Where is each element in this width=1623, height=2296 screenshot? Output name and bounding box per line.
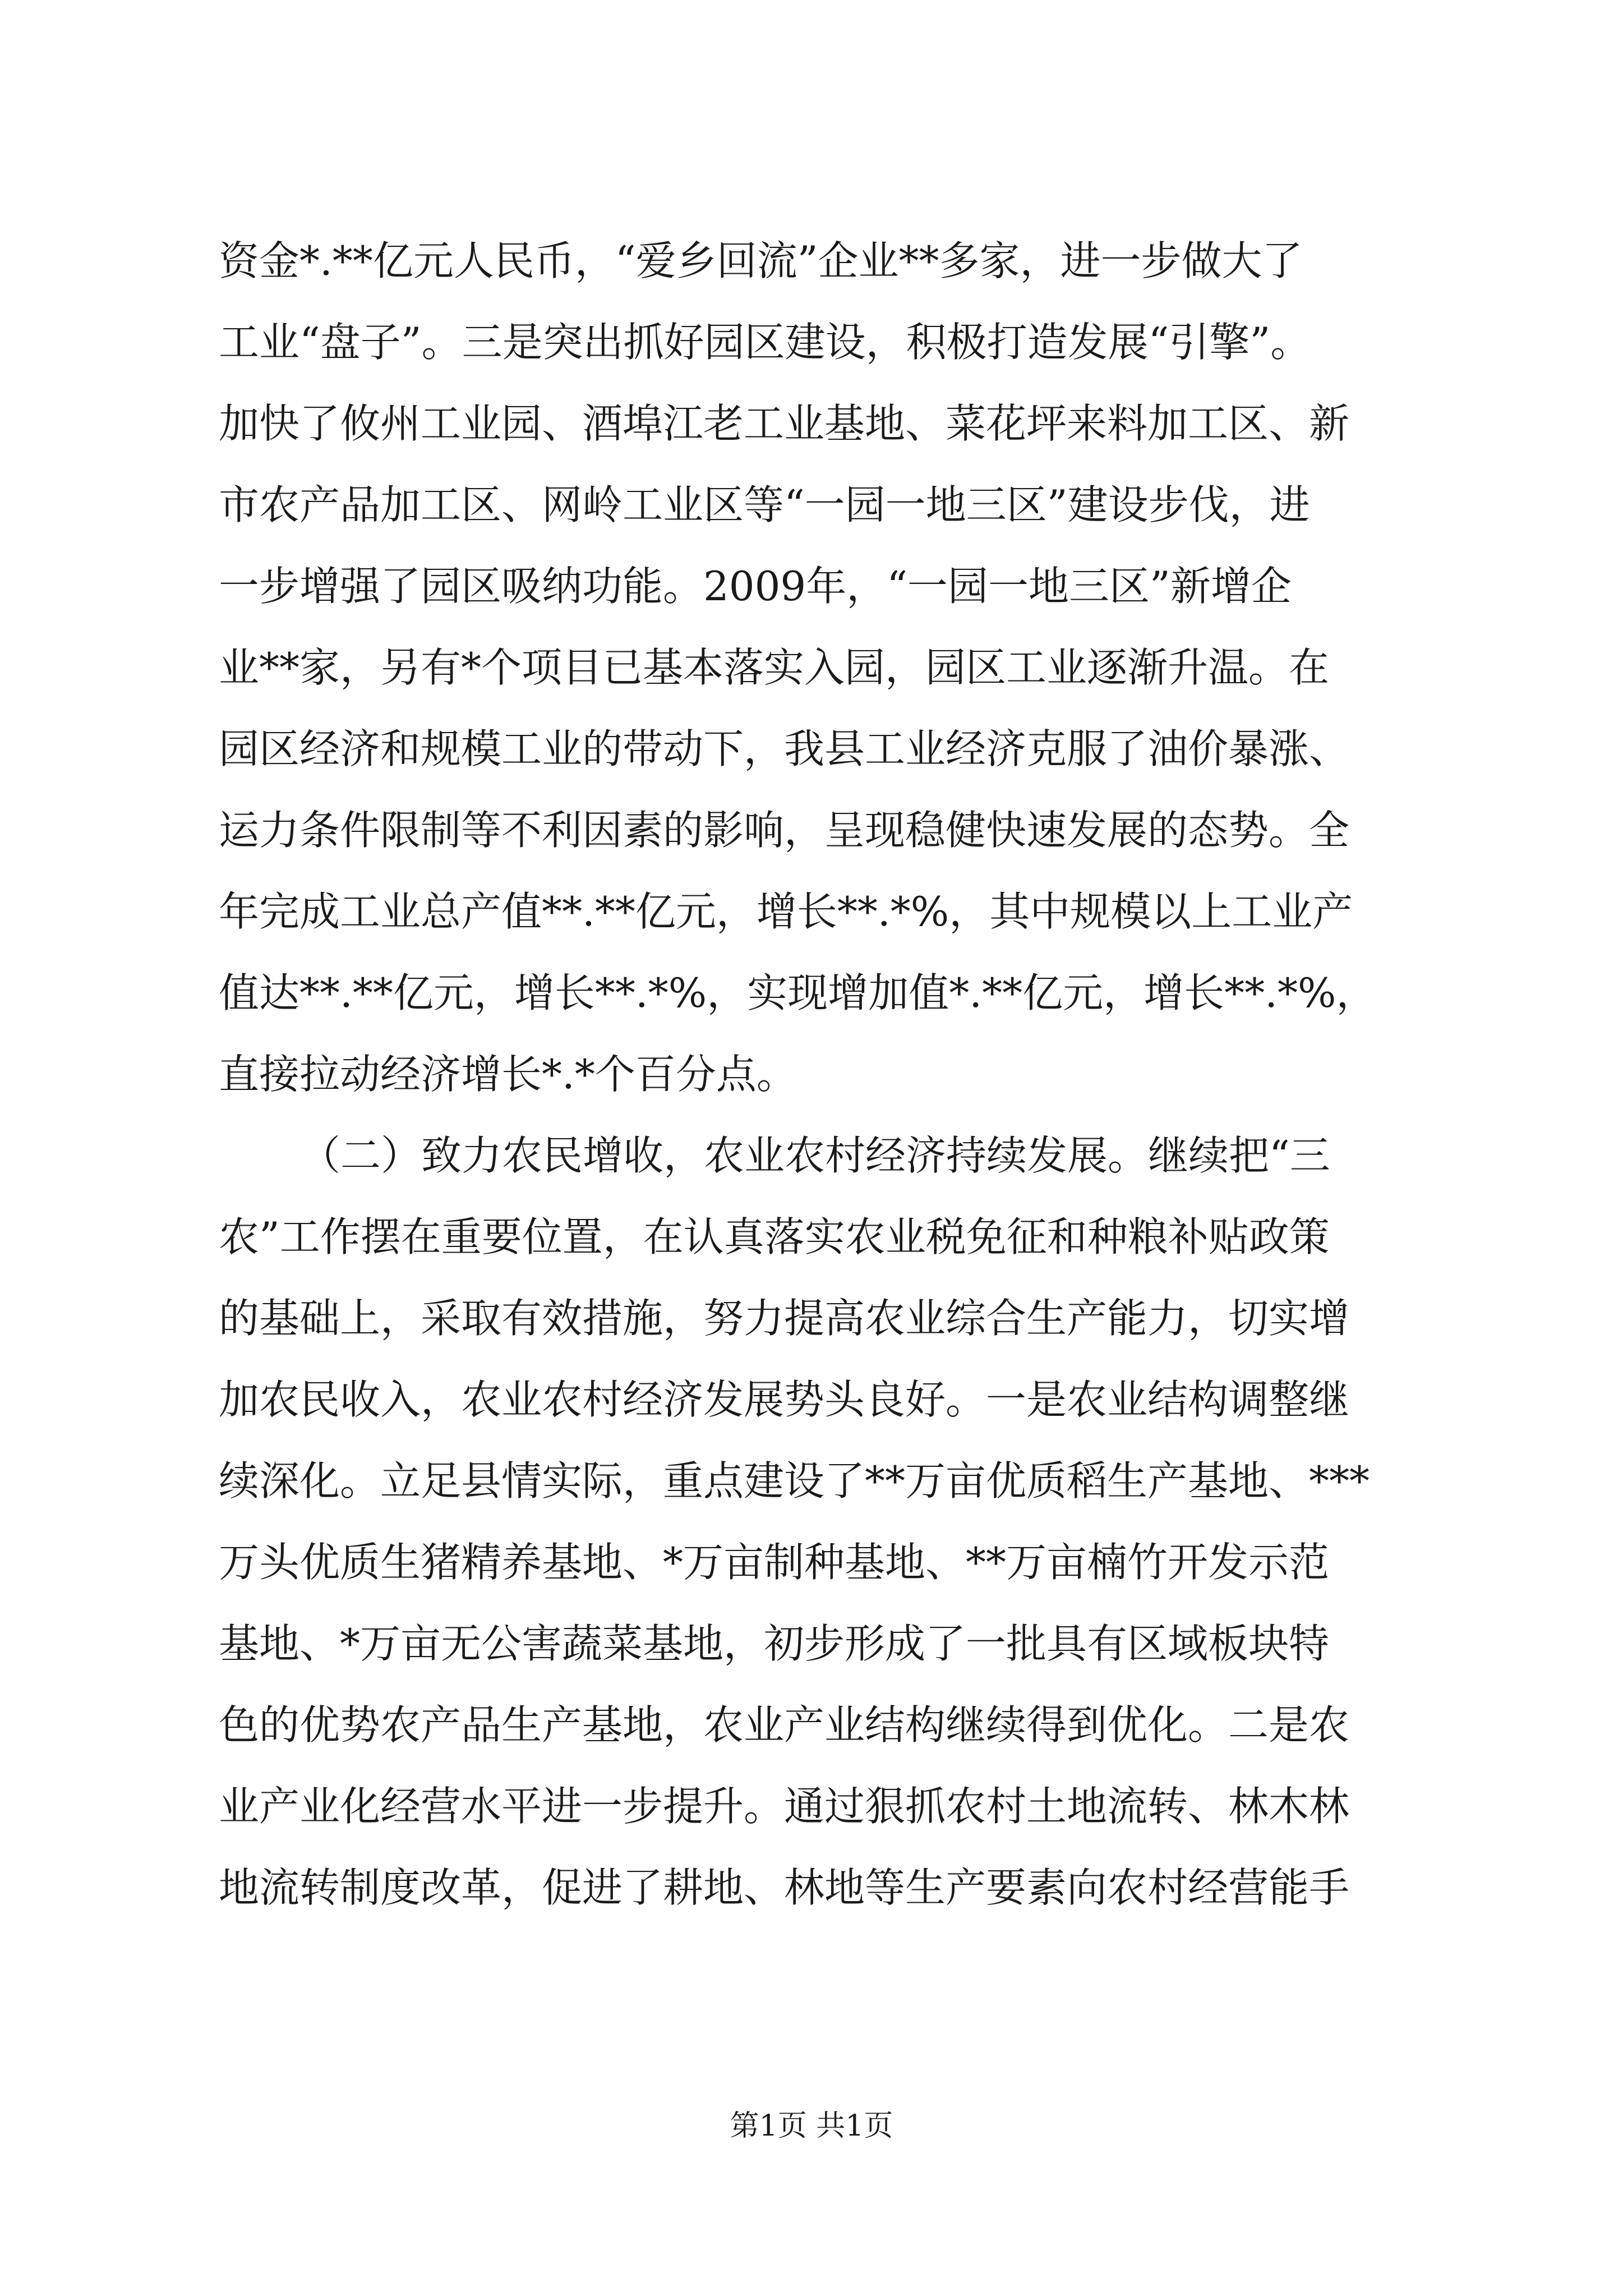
paragraph-2-line — [0, 1857, 1623, 1918]
text-line: 业**家，另有*个项目已基本落实入园，园区工业逐渐升温。在 — [219, 644, 1330, 691]
text-line: 工业“盘子”。三是突出抓好园区建设，积极打造发展“引擎”。 — [219, 319, 1311, 366]
paragraph-1-line — [0, 962, 1623, 1024]
paragraph-1-line — [0, 1043, 1623, 1105]
paragraph-1-line — [0, 474, 1623, 536]
text-line: 加农民收入，农业农村经济发展势头良好。一是农业结构调整继 — [219, 1376, 1350, 1423]
paragraph-2-line — [0, 1369, 1623, 1430]
paragraph-2-line — [0, 1287, 1623, 1349]
paragraph-2-line — [0, 1125, 1623, 1186]
paragraph-1-line — [0, 637, 1623, 698]
text-line: 运力条件限制等不利因素的影响，呈现稳健快速发展的态势。全 — [219, 807, 1350, 854]
text-line: 续深化。立足县情实际，重点建设了**万亩优质稻生产基地、*** — [219, 1457, 1370, 1504]
paragraph-1-line — [0, 230, 1623, 292]
text-line: 农”工作摆在重要位置，在认真落实农业税免征和种粮补贴政策 — [219, 1213, 1330, 1260]
paragraph-1-line — [0, 799, 1623, 861]
paragraph-1-line — [0, 311, 1623, 373]
text-line: 万头优质生猪精养基地、*万亩制种基地、**万亩楠竹开发示范 — [219, 1539, 1330, 1586]
paragraph-1-line — [0, 718, 1623, 780]
paragraph-2-line — [0, 1450, 1623, 1512]
paragraph-2-line — [0, 1694, 1623, 1756]
text-line: 年完成工业总产值**.**亿元，增长**.*%，其中规模以上工业产 — [219, 888, 1353, 935]
paragraph-2-line — [0, 1206, 1623, 1268]
text-line: 市农产品加工区、网岭工业区等“一园一地三区”建设步伐，进 — [219, 481, 1310, 528]
text-line: （二）致力农民增收，农业农村经济持续发展。继续把“三 — [300, 1132, 1330, 1179]
paragraph-1-line — [0, 881, 1623, 942]
paragraph-2-line — [0, 1531, 1623, 1593]
text-line: 直接拉动经济增长*.*个百分点。 — [219, 1051, 797, 1098]
paragraph-2-line — [0, 1775, 1623, 1837]
text-line: 加快了攸州工业园、酒埠江老工业基地、菜花坪来料加工区、新 — [219, 400, 1350, 447]
text-line: 地流转制度改革，促进了耕地、林地等生产要素向农村经营能手 — [219, 1864, 1350, 1911]
text-line: 基地、*万亩无公害蔬菜基地，初步形成了一批具有区域板块特 — [219, 1620, 1330, 1667]
text-line: 业产业化经营水平进一步提升。通过狠抓农村土地流转、林木林 — [219, 1783, 1350, 1830]
text-line: 色的优势农产品生产基地，农业产业结构继续得到优化。二是农 — [219, 1701, 1350, 1749]
text-line: 资金*.**亿元人民币，“爱乡回流”企业**多家，进一步做大了 — [219, 237, 1303, 284]
text-line: 一步增强了园区吸纳功能。2009年，“一园一地三区”新增企 — [219, 563, 1292, 610]
paragraph-1-line — [0, 393, 1623, 454]
page-footer — [0, 2104, 1623, 2148]
text-line: 值达**.**亿元，增长**.*%，实现增加值*.**亿元，增长**.*%， — [219, 969, 1377, 1016]
paragraph-2-line — [0, 1613, 1623, 1674]
text-line: 的基础上，采取有效措施，努力提高农业综合生产能力，切实增 — [219, 1295, 1350, 1342]
text-line: 园区经济和规模工业的带动下，我县工业经济克服了油价暴涨、 — [219, 725, 1350, 772]
page-number-label: 第1页 共1页 — [730, 2109, 893, 2143]
paragraph-1-line — [0, 555, 1623, 617]
